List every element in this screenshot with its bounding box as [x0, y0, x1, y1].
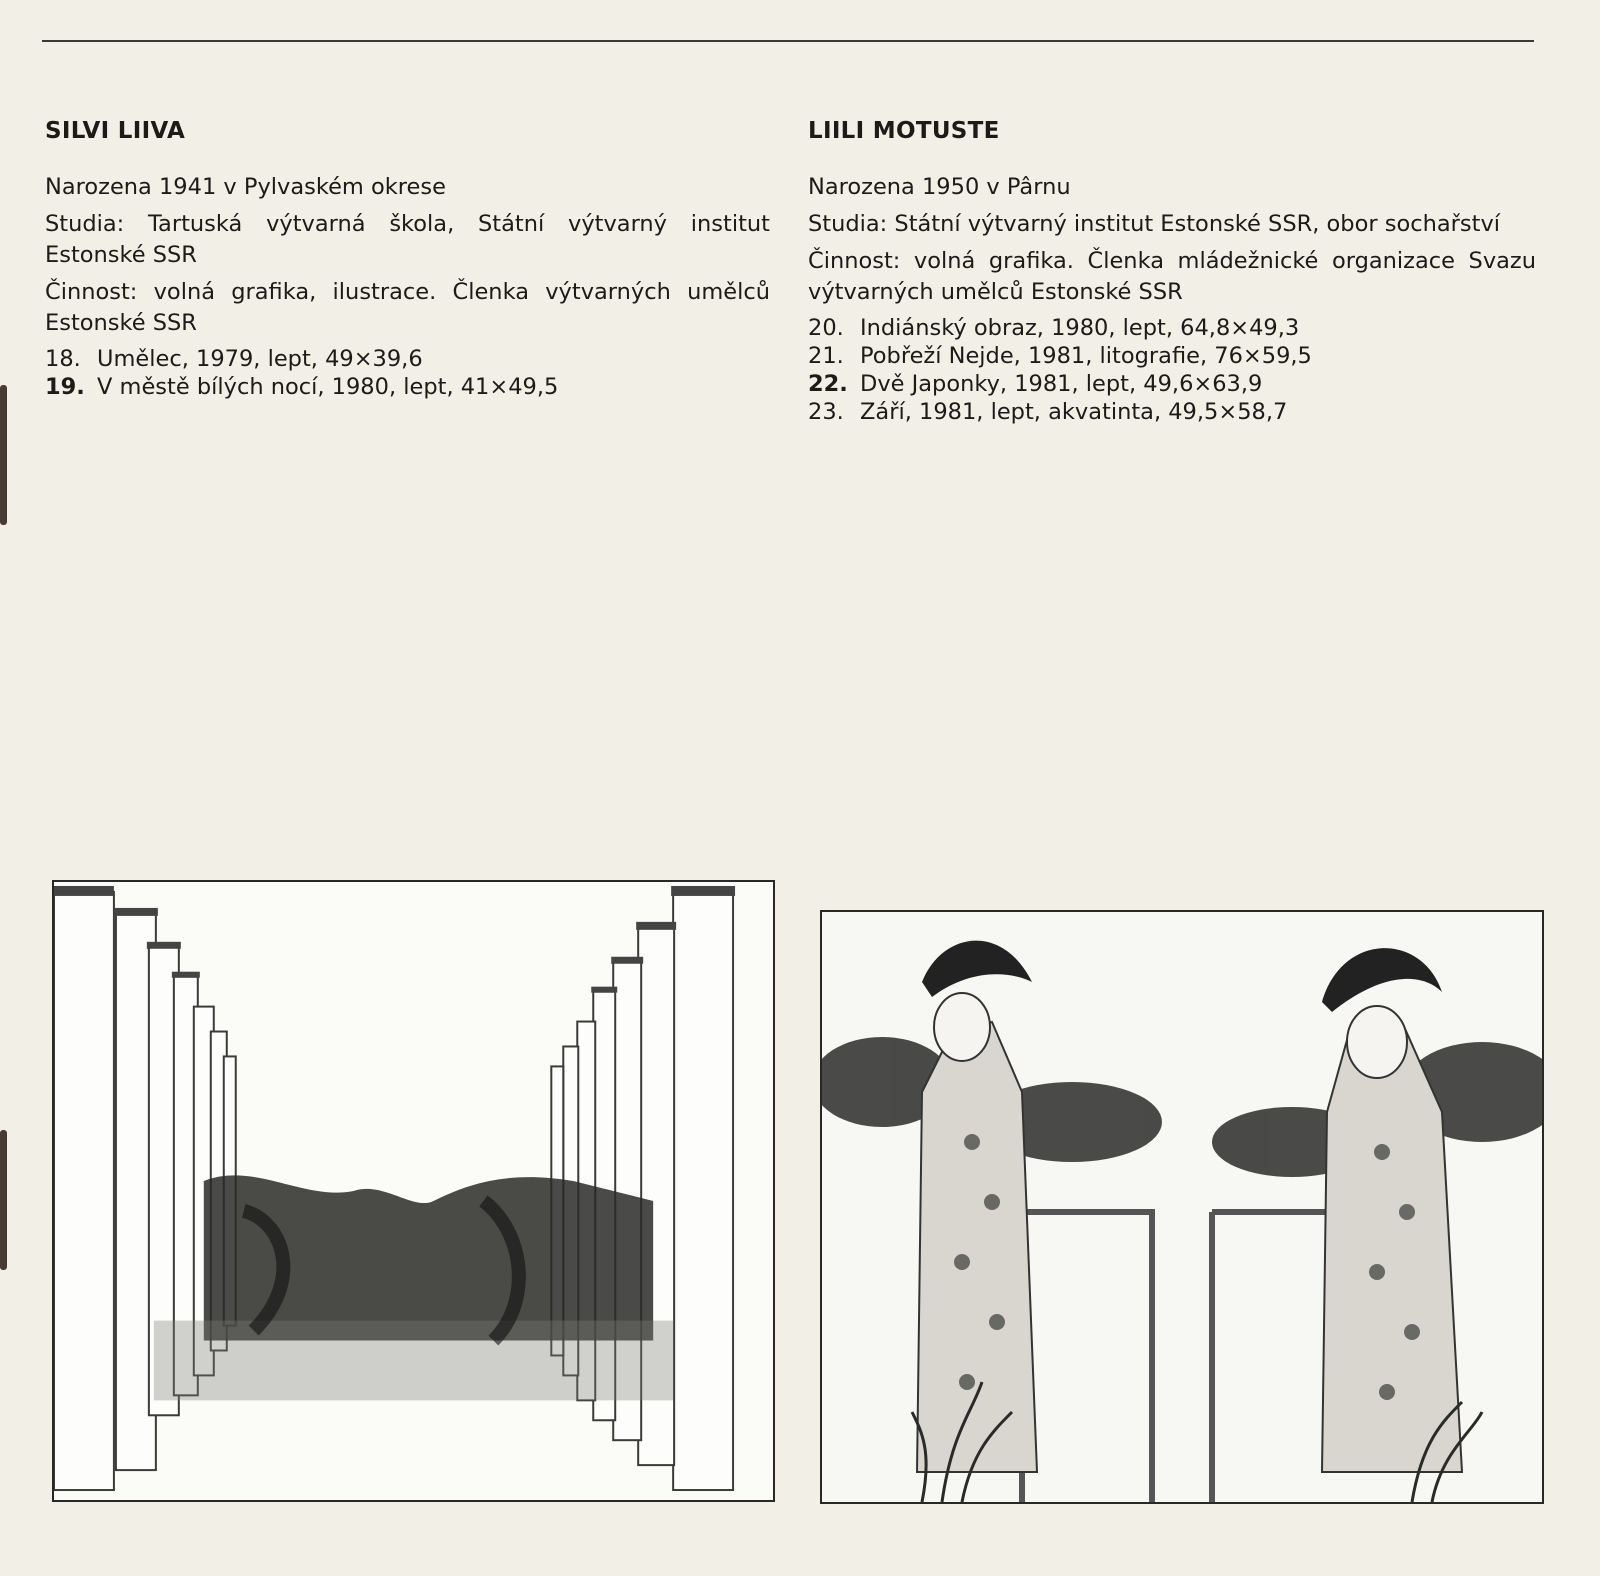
- artist-activity: Činnost: volná grafika, ilustrace. Členka výtvarných umělců Estonské SSR: [45, 279, 770, 336]
- binder-mark-bottom: [0, 1130, 7, 1270]
- work-text: Září, 1981, lept, akvatinta, 49,5⨯58,7: [860, 399, 1288, 425]
- work-text: Pobřeží Nejde, 1981, litografie, 76⨯59,5: [860, 343, 1312, 369]
- work-item: [808, 342, 1536, 370]
- artwork-colonnade-etching: [52, 880, 775, 1502]
- work-number: 20.: [808, 315, 844, 341]
- work-item: [45, 373, 770, 401]
- work-number: 18.: [45, 346, 81, 372]
- top-rule: [42, 40, 1534, 42]
- artwork-two-japanese-women-etching: [820, 910, 1544, 1504]
- artist-entry-liili-motuste: [808, 118, 1536, 426]
- work-item: [808, 370, 1536, 398]
- works-list: [808, 314, 1536, 426]
- binder-mark-top: [0, 385, 7, 525]
- work-number: 21.: [808, 343, 844, 369]
- japonky-illustration: [822, 912, 1542, 1502]
- colonnade-illustration: [54, 882, 773, 1500]
- artist-born: Narozena 1950 v Pârnu: [808, 174, 1071, 200]
- artist-studies: Studia: Státní výtvarný institut Estonské SSR, obor sochařství: [808, 211, 1501, 237]
- artist-activity: Činnost: volná grafika. Členka mládežnické organizace Svazu výtvarných umělců Estonské SSR: [808, 248, 1536, 305]
- work-text: Dvě Japonky, 1981, lept, 49,6⨯63,9: [860, 371, 1263, 397]
- artist-entry-silvi-liiva: [45, 118, 770, 401]
- work-text: Umělec, 1979, lept, 49⨯39,6: [97, 346, 423, 372]
- work-number: 22.: [808, 371, 848, 397]
- work-text: Indiánský obraz, 1980, lept, 64,8⨯49,3: [860, 315, 1300, 341]
- artist-studies: Studia: Tartuská výtvarná škola, Státní výtvarný institut Estonské SSR: [45, 211, 770, 268]
- work-number: 23.: [808, 399, 844, 425]
- work-item: [808, 398, 1536, 426]
- work-item: [45, 345, 770, 373]
- works-list: [45, 345, 770, 401]
- artist-name: LIILI MOTUSTE: [808, 118, 1000, 144]
- work-number: 19.: [45, 374, 85, 400]
- artist-name: SILVI LIIVA: [45, 118, 186, 144]
- work-text: V městě bílých nocí, 1980, lept, 41⨯49,5: [97, 374, 559, 400]
- artist-born: Narozena 1941 v Pylvaském okrese: [45, 174, 446, 200]
- work-item: [808, 314, 1536, 342]
